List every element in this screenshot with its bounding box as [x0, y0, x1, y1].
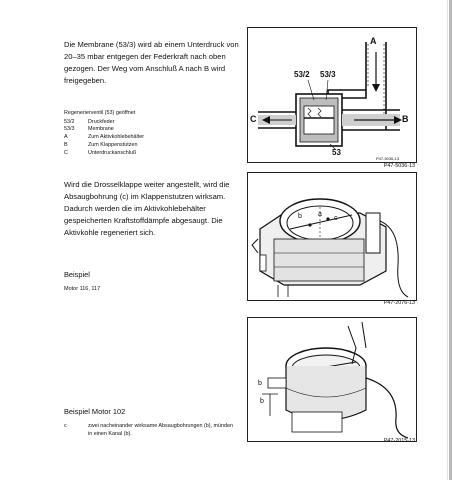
legend-text: Zum Aktivkohlebehälter: [88, 134, 145, 141]
second-paragraph: Wird die Drosselklappe weiter angestellt, wird die Absaugbohrung (c) im Klappenstutzen wirksam. Dadurch werden die im Aktivkohlebehälter gespeicherten Kraftstoffdämpfe abgesaugt. Die Aktivkohle regeneriert sich.: [64, 180, 230, 237]
figure1-inner-code: P47-5036-13: [376, 156, 400, 161]
figure-throttle-body-102: [247, 317, 417, 442]
example2-heading: Beispiel Motor 102: [64, 407, 126, 416]
example2-footnote: [64, 423, 238, 438]
legend-caption: Regenerierventil (53) geöffnet: [64, 110, 136, 116]
label-a: A: [370, 36, 377, 46]
label-a: a: [318, 211, 322, 218]
legend-row: [64, 134, 144, 142]
label-53-2: 53/2: [294, 70, 310, 79]
legend-key: B: [64, 141, 68, 148]
figure3-reference: P47-2015-13: [383, 438, 415, 444]
label-b-left: b: [258, 380, 262, 387]
legend-key: C: [64, 149, 68, 156]
figure1-reference: P47-5036-13: [383, 163, 415, 169]
example1-subtitle: Motor 116, 117: [64, 286, 101, 292]
figure-throttle-body-116: [247, 172, 417, 301]
legend-key: 53/3: [64, 126, 75, 133]
legend-row: [64, 142, 144, 150]
legend-text: Zum Klappenstutzen: [88, 141, 138, 148]
legend-text: Druckfeder: [88, 118, 115, 125]
figure2-reference: P47-2076-13: [383, 300, 415, 306]
footnote-text: zwei nacheinander wirksame Absaugbohrungen (b), münden in einen Kanal (b).: [88, 423, 234, 437]
legend-key: 53/2: [64, 118, 75, 125]
legend-row: [64, 126, 144, 134]
example1-heading: Beispiel: [64, 270, 90, 279]
label-53-3: 53/3: [320, 70, 336, 79]
legend-row: [64, 119, 144, 127]
throttle-body-drawing: [248, 173, 416, 300]
legend-row: [64, 150, 144, 158]
legend-text: Unterdruckanschluß: [88, 149, 137, 156]
intro-paragraph: Die Membrane (53/3) wird ab einem Unterdruck von 20–35 mbar entgegen der Federkraft nach oben gezogen. Der Weg vom Anschluß A nach B wird freigegeben.: [64, 40, 239, 85]
label-c: c: [334, 215, 338, 222]
label-b: B: [402, 114, 409, 124]
label-b-lower: b: [260, 398, 264, 405]
footnote-key: c: [64, 423, 67, 429]
label-53: 53: [332, 148, 341, 157]
legend-key: A: [64, 134, 68, 141]
legend: [64, 110, 144, 157]
label-b: b: [298, 213, 302, 220]
figure-regeneration-valve: [247, 27, 417, 163]
throttle-body-102-drawing: [248, 318, 416, 441]
page-edge-shadow: [447, 0, 448, 480]
label-c: C: [250, 114, 257, 124]
legend-text: Membrane: [88, 126, 114, 133]
valve-diagram: [248, 28, 416, 162]
